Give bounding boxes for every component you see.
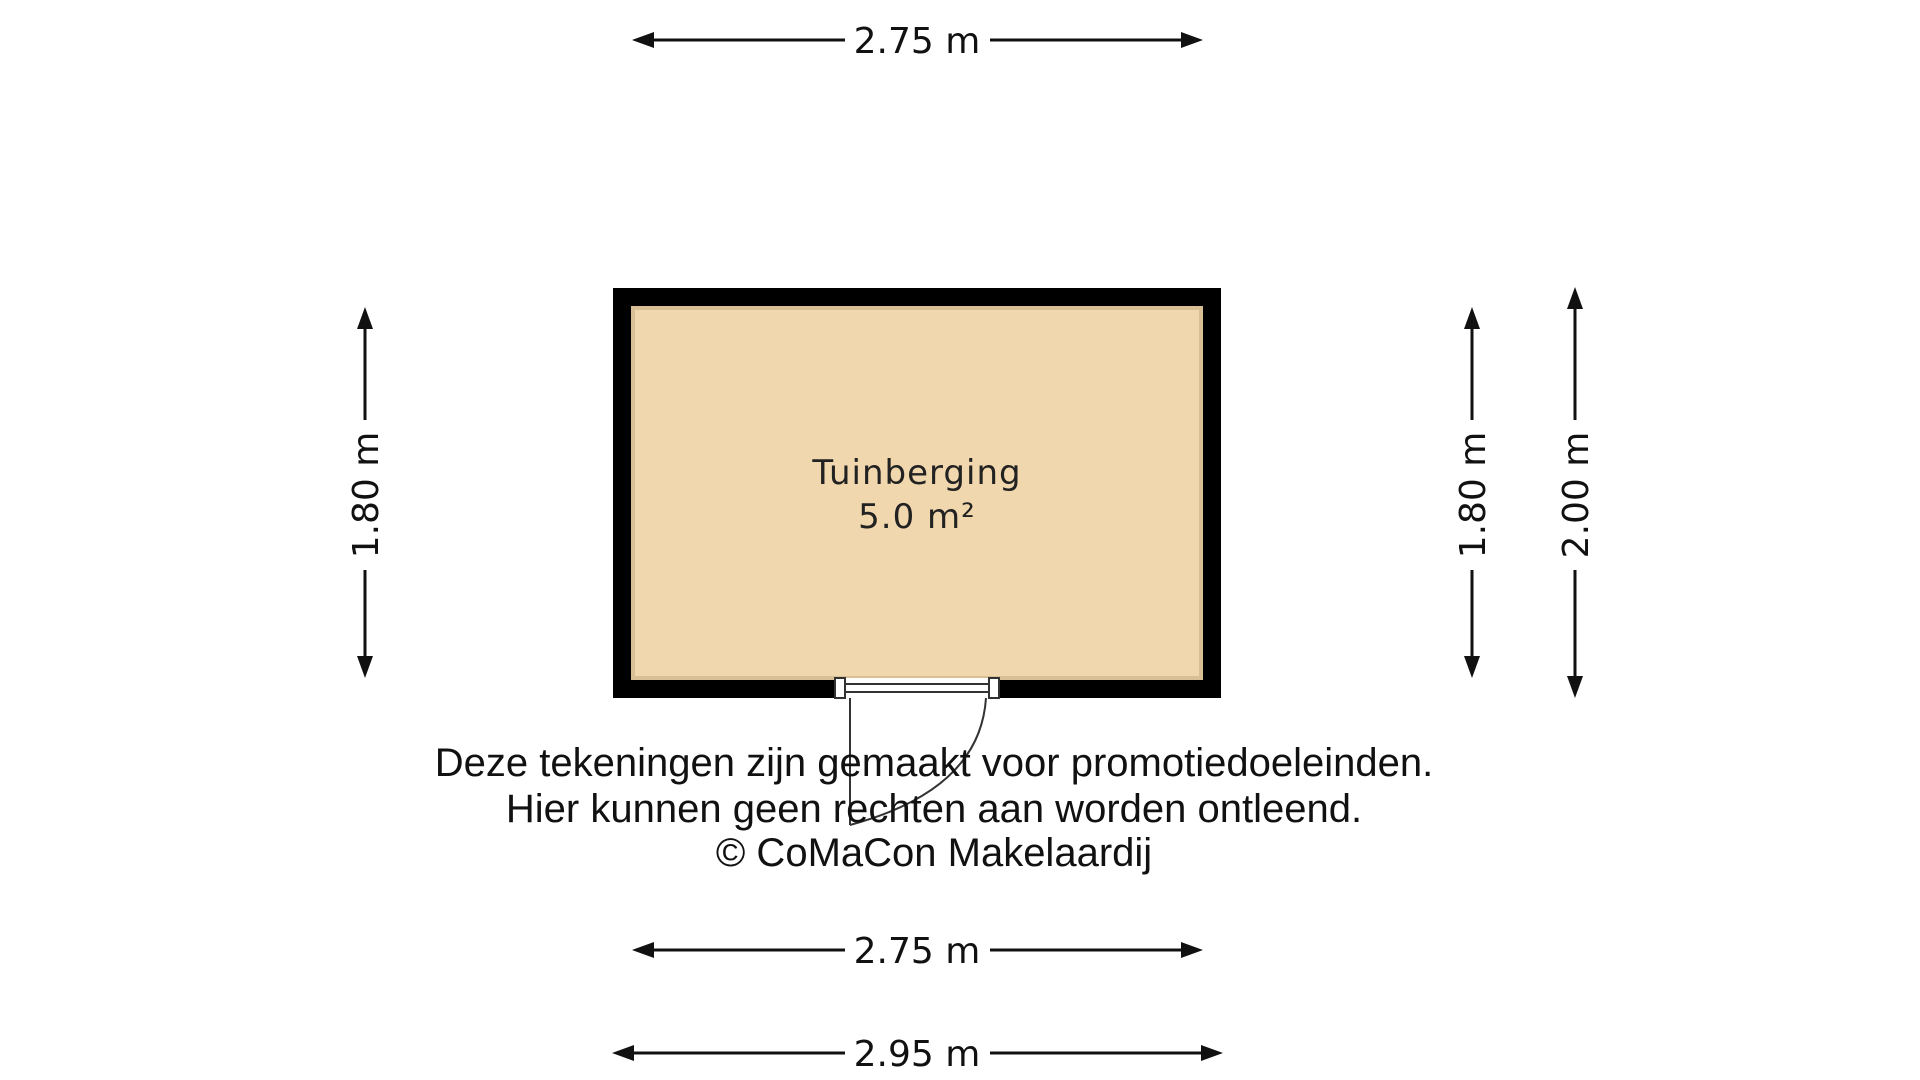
disclaimer-line-2: Hier kunnen geen rechten aan worden ontleend. [505,787,1363,831]
room-floor [633,308,1201,678]
dimension-bottom-outer-width [612,1034,1223,1075]
arrow-left-icon [632,942,654,958]
dimension-label: 2.00 m [1556,431,1597,559]
arrow-down-icon [1567,676,1583,698]
disclaimer-line-1: Deze tekeningen zijn gemaakt voor promotiedoeleinden. [434,741,1434,785]
disclaimer [435,741,1433,875]
dimension-right-outer-height [1556,287,1597,698]
room-name: Tuinberging [812,453,1022,493]
dimension-label: 1.80 m [1453,431,1494,559]
dimension-label: 2.95 m [853,1034,981,1075]
dimension-right-inner-height [1453,307,1494,678]
door-jamb-right [989,678,999,698]
room-tuinberging [613,288,1221,698]
door-opening [835,678,999,698]
arrow-right-icon [1181,942,1203,958]
dimension-left-height [346,307,387,678]
arrow-left-icon [612,1045,634,1061]
dimension-label: 2.75 m [853,931,981,972]
room-area: 5.0 m² [858,497,976,537]
door-jamb-left [835,678,845,698]
copyright-line: © CoMaCon Makelaardij [715,831,1153,875]
arrow-down-icon [357,656,373,678]
arrow-left-icon [632,32,654,48]
arrow-right-icon [1181,32,1203,48]
arrow-up-icon [357,307,373,329]
arrow-down-icon [1464,656,1480,678]
dimension-top-width [632,21,1203,62]
arrow-up-icon [1567,287,1583,309]
arrow-up-icon [1464,307,1480,329]
arrow-right-icon [1201,1045,1223,1061]
dimension-label: 1.80 m [346,431,387,559]
dimension-bottom-inner-width [632,931,1203,972]
dimension-label: 2.75 m [853,21,981,62]
